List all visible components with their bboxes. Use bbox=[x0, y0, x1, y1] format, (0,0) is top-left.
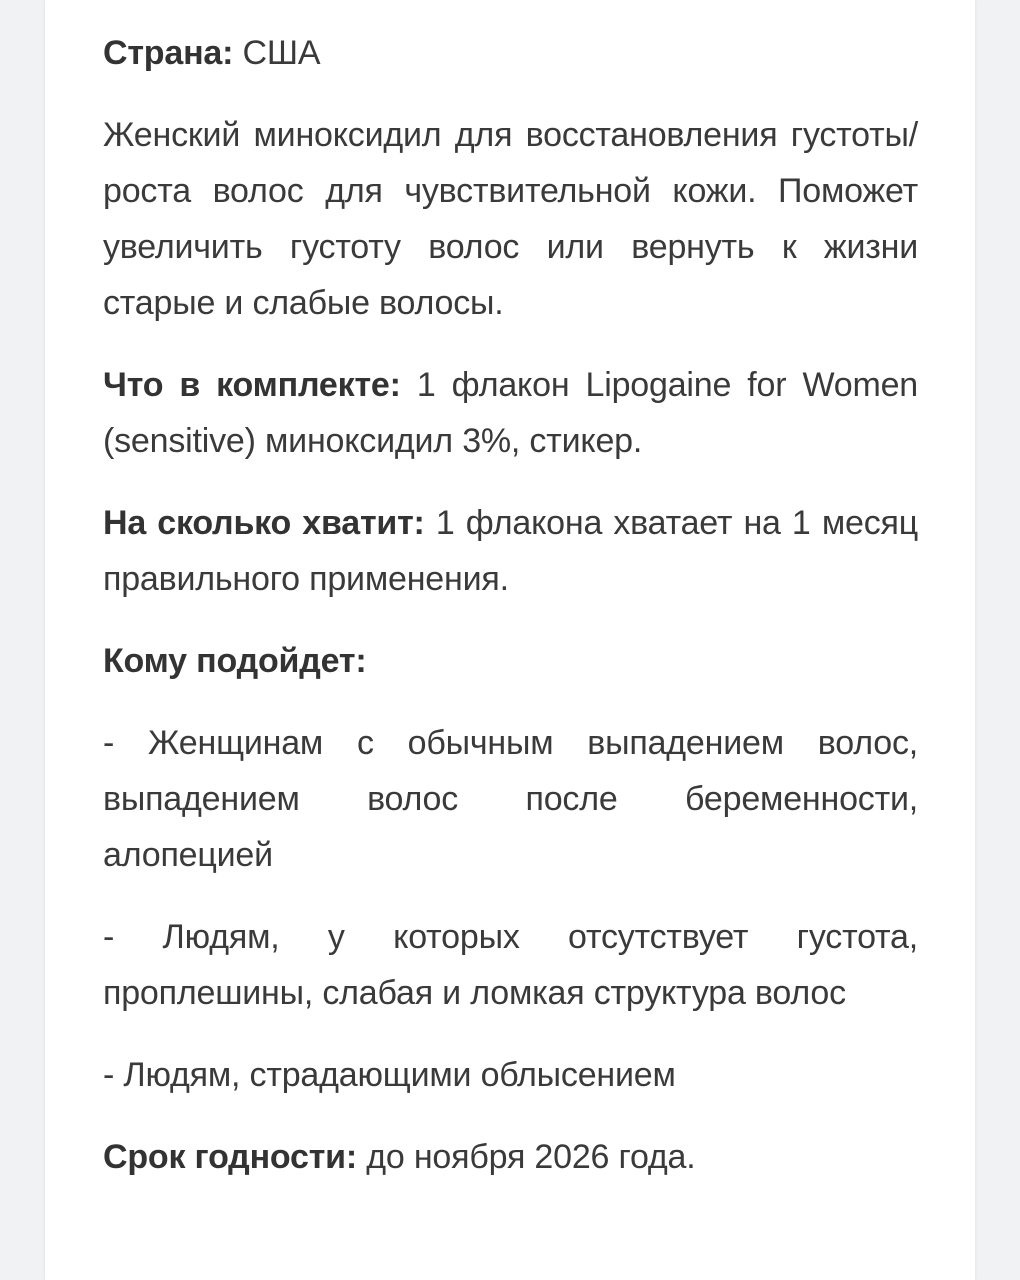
duration-row bbox=[103, 495, 918, 607]
expiry-row bbox=[103, 1129, 918, 1185]
country-label: Страна: bbox=[103, 34, 234, 72]
suitable-item: - Людям, у которых отсутствует густота, проплешины, слабая и ломкая структура волос bbox=[103, 918, 918, 1012]
expiry-value: до ноября 2026 года. bbox=[366, 1138, 696, 1176]
suitable-label: Кому подойдет: bbox=[103, 642, 367, 680]
description-paragraph: Женский миноксидил для восстановления густоты/роста волос для чувствительной кожи. Поможет увеличить густоту волос или вернуть к жизни старые и слабые волосы. bbox=[103, 116, 918, 322]
duration-value: 1 флакона хватает на 1 месяц правильного применения. bbox=[103, 504, 918, 598]
kit-row bbox=[103, 357, 918, 469]
country-value: США bbox=[242, 34, 321, 72]
product-description-card bbox=[45, 0, 975, 1280]
duration-label: На сколько хватит: bbox=[103, 504, 425, 542]
kit-label: Что в комплекте: bbox=[103, 366, 401, 404]
product-description bbox=[103, 25, 918, 1211]
kit-value: 1 флакон Lipogaine for Women (sensitive) миноксидил 3%, стикер. bbox=[103, 366, 919, 460]
suitable-item: - Женщинам с обычным выпадением волос, выпадением волос после беременности, алопецией bbox=[103, 724, 918, 874]
expiry-label: Срок годности: bbox=[103, 1138, 358, 1176]
suitable-heading bbox=[103, 633, 918, 689]
country-row bbox=[103, 25, 918, 81]
suitable-item: - Людям, страдающими облысением bbox=[103, 1056, 676, 1094]
